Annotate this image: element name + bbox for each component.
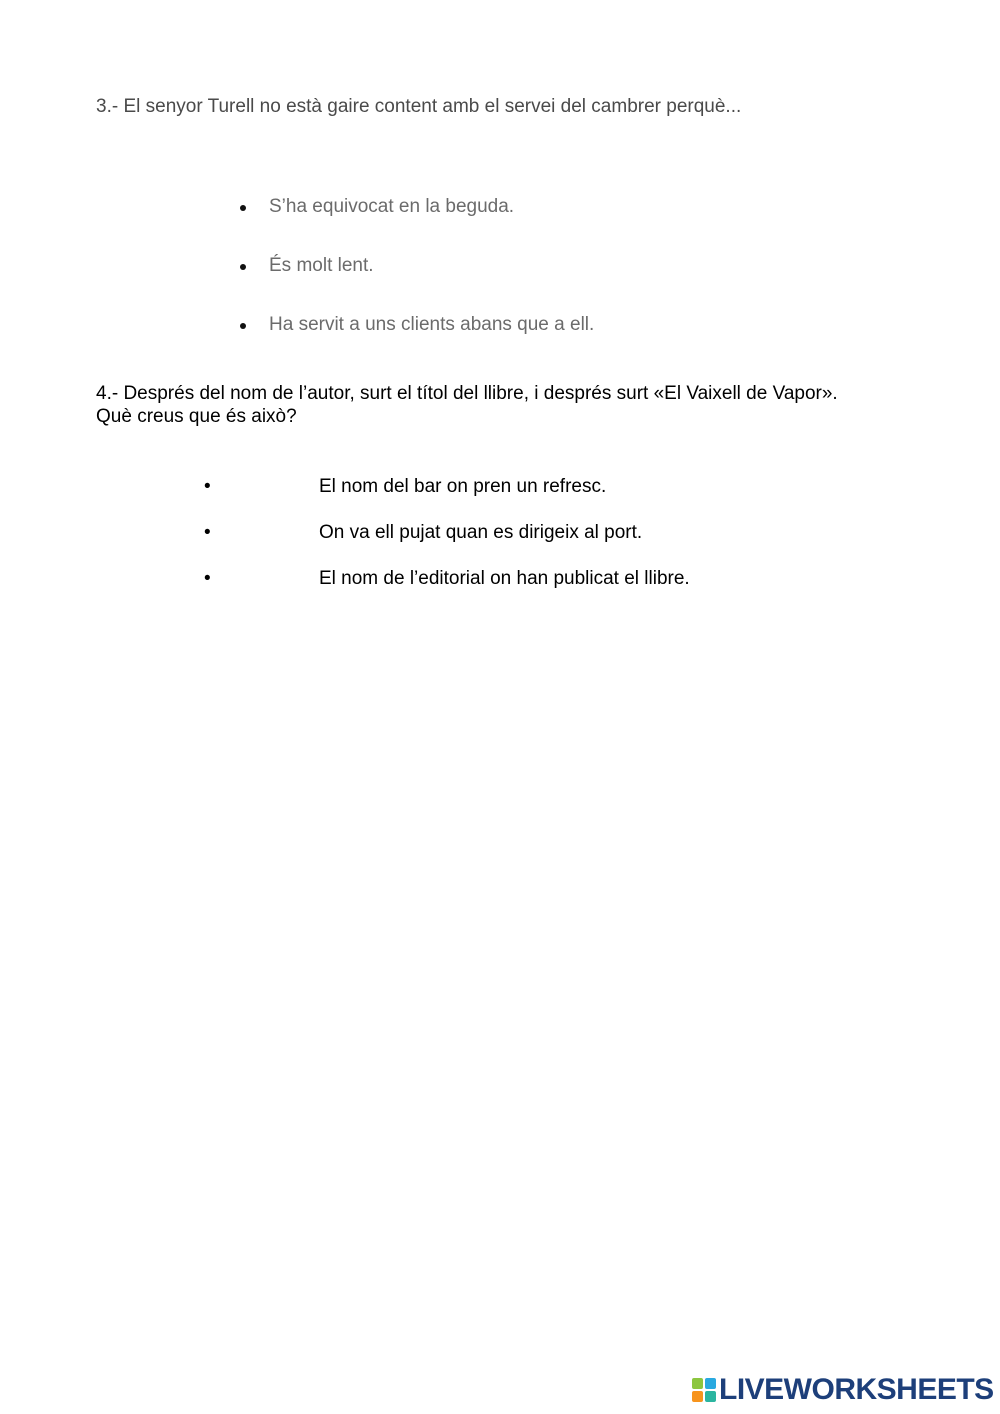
logo-tile — [692, 1391, 703, 1402]
bullet-icon — [240, 323, 246, 329]
bullet-icon: • — [204, 476, 211, 497]
question-3-text: 3.- El senyor Turell no està gaire content amb el servei del cambrer perquè... — [96, 96, 742, 117]
bullet-icon: • — [204, 522, 211, 543]
bullet-icon: • — [204, 568, 211, 589]
liveworksheets-logo — [692, 1373, 994, 1407]
logo-tile — [692, 1378, 703, 1389]
option-label: Ha servit a uns clients abans que a ell. — [269, 314, 595, 335]
option-label: On va ell pujat quan es dirigeix al port. — [319, 522, 643, 543]
bullet-icon — [240, 205, 246, 211]
option-label: El nom del bar on pren un refresc. — [319, 476, 607, 497]
option-label: El nom de l’editorial on han publicat el llibre. — [319, 568, 690, 589]
option-label: S’ha equivocat en la beguda. — [269, 196, 515, 217]
question-4-text — [96, 382, 936, 428]
logo-tile — [705, 1391, 716, 1402]
question-4-line-2: Què creus que és això? — [96, 406, 297, 427]
logo-text: LIVEWORKSHEETS — [719, 1373, 994, 1406]
logo-tiles-icon — [692, 1378, 716, 1402]
logo-tile — [705, 1378, 716, 1389]
question-4-line-1: 4.- Després del nom de l’autor, surt el títol del llibre, i després surt «El Vaixell de Vapor». — [96, 383, 838, 404]
bullet-icon — [240, 264, 246, 270]
option-label: És molt lent. — [269, 255, 374, 276]
